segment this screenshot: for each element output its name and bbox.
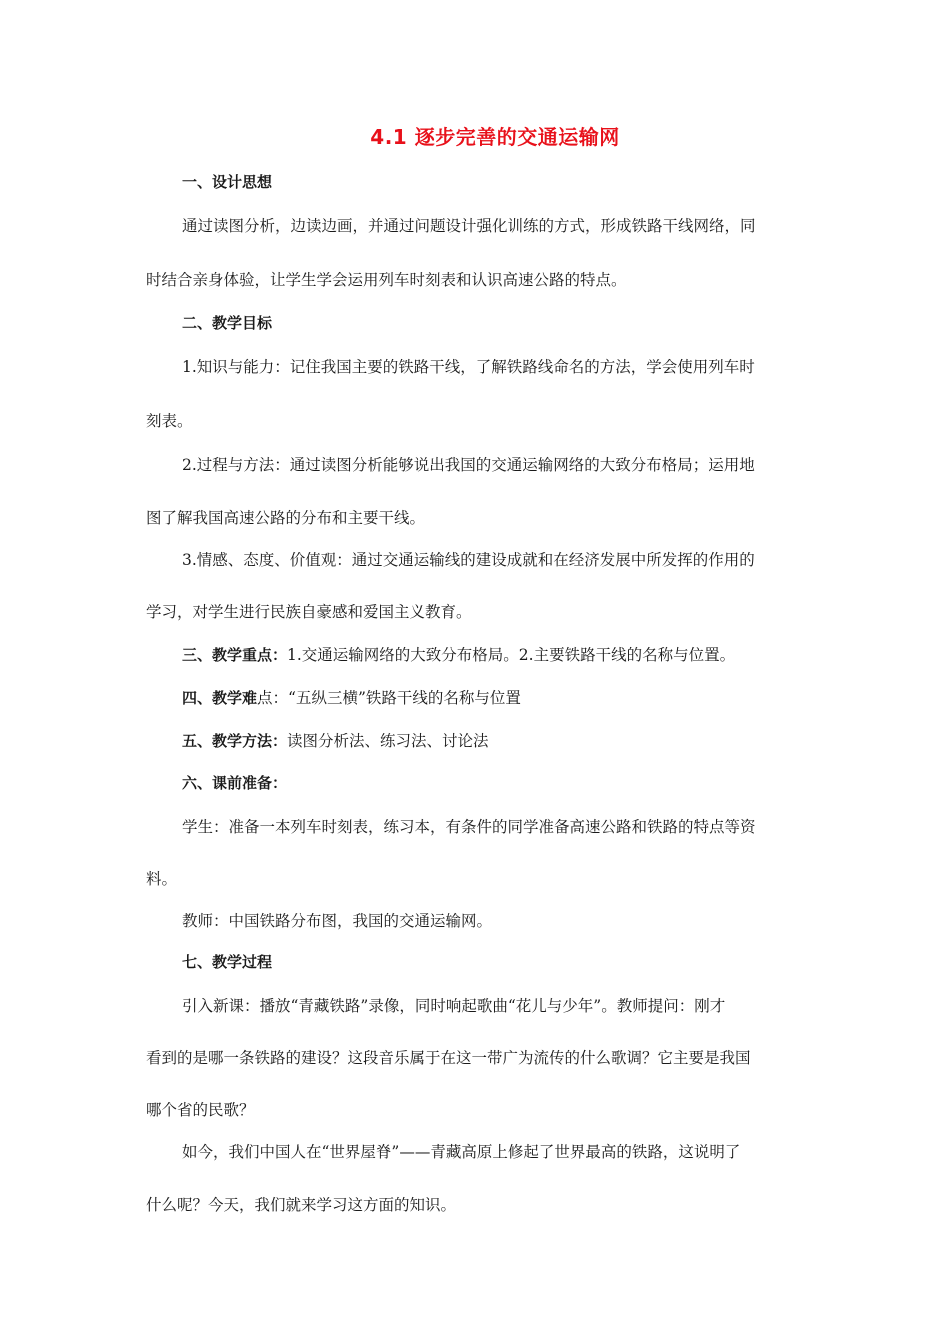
key-points-line xyxy=(182,643,842,665)
paragraph-line: 2.过程与方法：通过读图分析能够说出我国的交通运输网络的大致分布格局；运用地 xyxy=(182,456,755,474)
paragraph-line: 1.知识与能力：记住我国主要的铁路干线，了解铁路线命名的方法，学会使用列车时 xyxy=(182,358,755,376)
paragraph-line: 哪个省的民歌？ xyxy=(146,1101,255,1119)
section-heading-process: 七、教学过程 xyxy=(182,953,273,971)
paragraph-line: 学生：准备一本列车时刻表，练习本，有条件的同学准备高速公路和铁路的特点等资 xyxy=(182,818,756,836)
methods-line xyxy=(182,729,842,751)
difficulty-line xyxy=(182,686,842,708)
section-heading-difficulty: 四、教学难 xyxy=(182,689,258,707)
paragraph-line: 通过读图分析，边读边画，并通过问题设计强化训练的方式，形成铁路干线网络，同 xyxy=(182,217,756,235)
page-title: 4.1 逐步完善的交通运输网 xyxy=(370,125,620,149)
paragraph-line: 图了解我国高速公路的分布和主要干线。 xyxy=(146,509,426,527)
section-heading-preparation: 六、课前准备： xyxy=(182,774,288,792)
paragraph-line: 3.情感、态度、价值观：通过交通运输线的建设成就和在经济发展中所发挥的作用的 xyxy=(182,551,755,569)
paragraph-line: 学习，对学生进行民族自豪感和爱国主义教育。 xyxy=(146,603,472,621)
paragraph-line: 如今，我们中国人在“世界屋脊”——青藏高原上修起了世界最高的铁路，这说明了 xyxy=(182,1143,741,1161)
section-heading-methods: 五、教学方法： xyxy=(182,732,288,750)
section-heading-design: 一、设计思想 xyxy=(182,173,273,191)
paragraph-line: 引入新课：播放“青藏铁路”录像，同时响起歌曲“花儿与少年”。教师提问：刚才 xyxy=(182,997,726,1015)
difficulty-text: “五纵三横”铁路干线的名称与位置 xyxy=(288,689,521,707)
paragraph-line: 刻表。 xyxy=(146,412,193,430)
section-heading-difficulty-tail: 点： xyxy=(257,689,289,707)
paragraph-line: 什么呢？今天，我们就来学习这方面的知识。 xyxy=(146,1196,457,1214)
paragraph-line: 看到的是哪一条铁路的建设？这段音乐属于在这一带广为流传的什么歌调？它主要是我国 xyxy=(146,1049,751,1067)
section-heading-key-points: 三、教学重点： xyxy=(182,646,288,664)
paragraph-line: 时结合亲身体验，让学生学会运用列车时刻表和认识高速公路的特点。 xyxy=(146,271,627,289)
section-heading-goals: 二、教学目标 xyxy=(182,314,273,332)
paragraph-line: 教师：中国铁路分布图，我国的交通运输网。 xyxy=(182,912,493,930)
methods-text: 读图分析法、练习法、讨论法 xyxy=(287,732,489,750)
paragraph-line: 料。 xyxy=(146,870,178,888)
key-points-text: 1.交通运输网络的大致分布格局。2.主要铁路干线的名称与位置。 xyxy=(287,646,736,664)
